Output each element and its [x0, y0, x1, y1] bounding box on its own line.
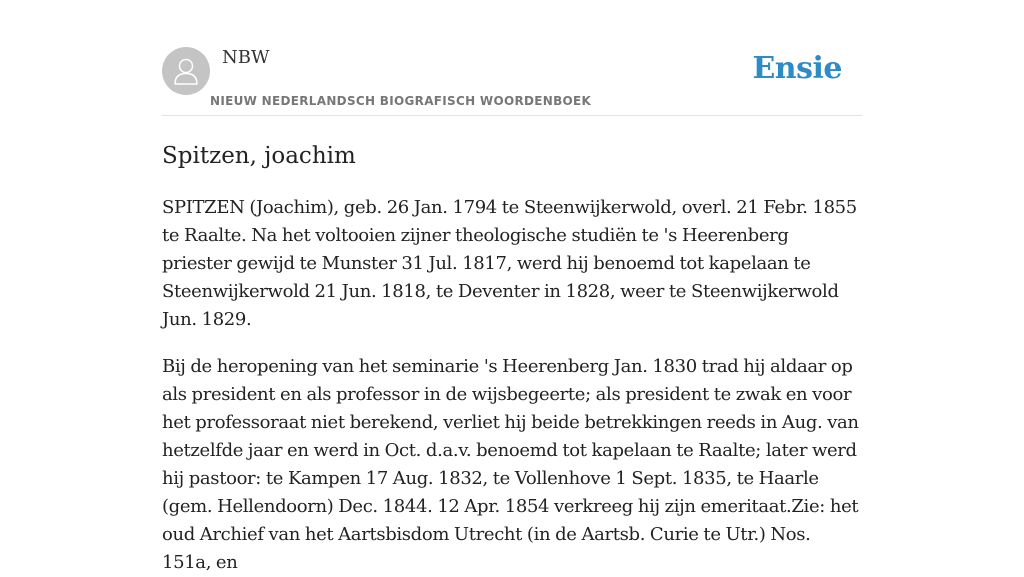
page-container: [162, 0, 862, 577]
ensie-logo[interactable]: Ensie: [752, 51, 842, 86]
user-icon: [172, 56, 200, 86]
article-paragraph-2: Bij de heropening van het seminarie 's Heerenberg Jan. 1830 trad hij aldaar op als president en als professor in de wijsbegeerte; als president te zwak en voor het professoraat niet berekend, verliet hij beide betrekkingen reeds in Aug. van hetzelfde jaar en werd in Oct. d.a.v. benoemd tot kapelaan te Raalte; later werd hij pastoor: te Kampen 17 Aug. 1832, te Vollenhove 1 Sept. 1835, te Haarle (gem. Hellendoorn) Dec. 1844. 12 Apr. 1854 verkreeg hij zijn emeritaat.Zie: het oud Archief van het Aartsbisdom Utrecht (in de Aartsb. Curie te Utr.) Nos. 151a, en: [162, 356, 859, 573]
publication-name: NIEUW NEDERLANDSCH BIOGRAFISCH WOORDENBOEK: [210, 94, 592, 108]
author-avatar[interactable]: [162, 47, 210, 95]
article-title: Spitzen, joachim: [162, 143, 356, 169]
article-header: [162, 0, 862, 116]
author-name[interactable]: NBW: [222, 47, 270, 68]
article-paragraph-1: SPITZEN (Joachim), geb. 26 Jan. 1794 te Steenwijkerwold, overl. 21 Febr. 1855 te Raalte. Na het voltooien zijner theologische studiën te 's Heerenberg priester gewijd te Munster 31 Jul. 1817, werd hij benoemd tot kapelaan te Steenwijkerwold 21 Jun. 1818, te Deventer in 1828, weer te Steenwijkerwold Jun. 1829.: [162, 197, 857, 330]
